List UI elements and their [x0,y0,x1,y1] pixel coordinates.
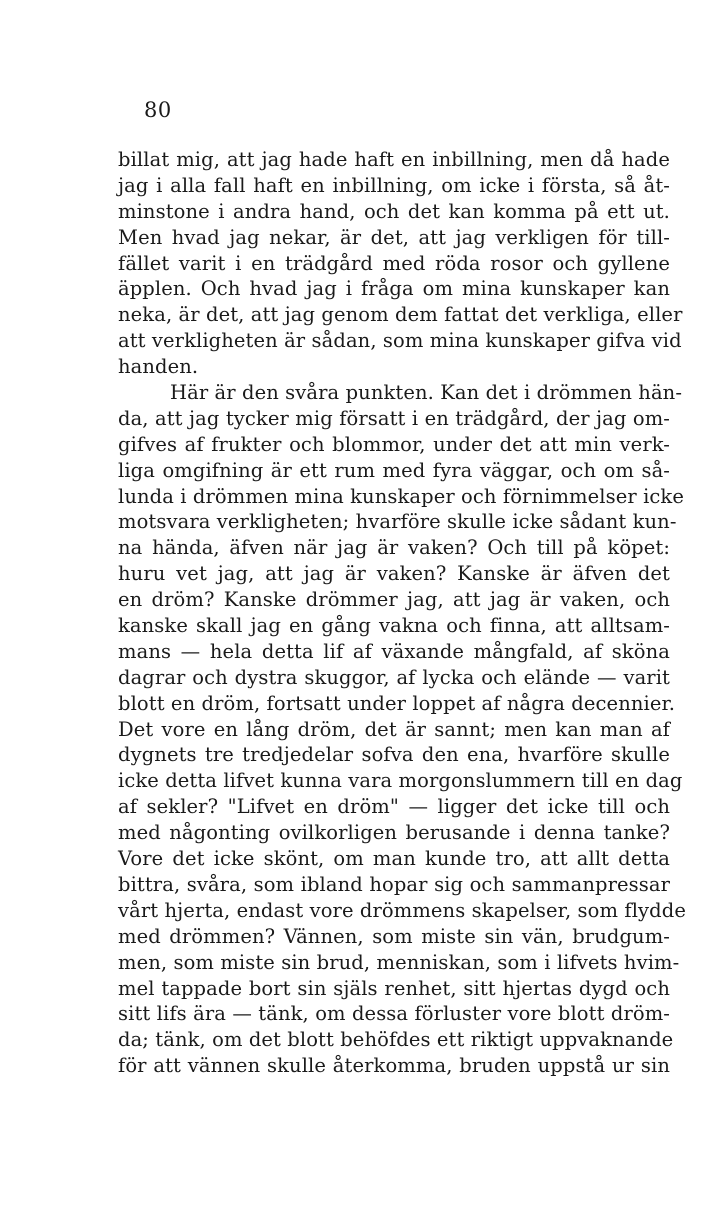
text-line: da, att jag tycker mig försatt i en trädgård, der jag om- [118,406,670,430]
text-line: sitt lifs ära — tänk, om dessa förluster vore blott dröm- [118,1002,670,1026]
text-line: blott en dröm, fortsatt under loppet af några decennier. [118,691,676,715]
page-number: 80 [144,98,172,122]
text-line: Men hvad jag nekar, är det, att jag verkligen för till- [118,225,670,249]
text-line: en dröm? Kanske drömmer jag, att jag är vaken, och [118,588,670,612]
text-line: för att vännen skulle återkomma, bruden uppstå ur sin [118,1054,670,1078]
text-line: äpplen. Och hvad jag i fråga om mina kunskaper kan [118,277,670,301]
text-line: motsvara verkligheten; hvarföre skulle icke sådant kun- [118,510,677,534]
text-line: men, som miste sin brud, menniskan, som i lifvets hvim- [118,950,680,974]
text-line: huru vet jag, att jag är vaken? Kanske är äfven det [118,562,670,586]
body-text [118,147,686,1079]
text-line: gifves af frukter och blommor, under det att min verk- [118,432,670,456]
text-line: med drömmen? Vännen, som miste sin vän, brudgum- [118,924,670,948]
text-line: neka, är det, att jag genom dem fattat det verkliga, eller [118,303,683,327]
text-line: da; tänk, om det blott behöfdes ett riktigt uppvaknande [118,1028,674,1052]
text-line: fället varit i en trädgård med röda rosor och gyllene [118,251,670,275]
text-line: Vore det icke skönt, om man kunde tro, att allt detta [118,847,670,871]
text-line: icke detta lifvet kunna vara morgonslummern till en dag [118,769,683,793]
text-line: vårt hjerta, endast vore drömmens skapelser, som flydde [118,898,686,922]
text-line: af sekler? "Lifvet en dröm" — ligger det icke till och [118,795,670,819]
text-line: mans — hela detta lif af växande mångfald, af sköna [118,639,670,663]
text-line: dygnets tre tredjedelar sofva den ena, hvarföre skulle [118,743,670,767]
text-line: Här är den svåra punkten. Kan det i drömmen hän- [170,381,683,405]
text-line: na hända, äfven när jag är vaken? Och till på köpet: [118,536,670,560]
text-line: kanske skall jag en gång vakna och finna, att alltsam- [118,614,670,638]
text-line: billat mig, att jag hade haft en inbillning, men då hade [118,148,670,171]
text-line: bittra, svåra, som ibland hopar sig och sammanpressar [118,872,670,896]
text-line: dagrar och dystra skuggor, af lycka och elände — varit [118,665,670,689]
text-line: jag i alla fall haft en inbillning, om icke i första, så åt- [118,173,670,197]
text-line: liga omgifning är ett rum med fyra väggar, och om så- [118,458,670,482]
text-line: lunda i drömmen mina kunskaper och förnimmelser icke [118,484,684,508]
text-line: Det vore en lång dröm, det är sannt; men kan man af [118,717,670,741]
text-line: handen. [118,355,199,379]
text-line: med någonting ovilkorligen berusande i denna tanke? [118,821,670,845]
text-line: minstone i andra hand, och det kan komma på ett ut. [118,199,670,223]
text-line: mel tappade bort sin själs renhet, sitt hjertas dygd och [118,976,670,1000]
text-line: att verkligheten är sådan, som mina kunskaper gifva vid [118,329,682,353]
